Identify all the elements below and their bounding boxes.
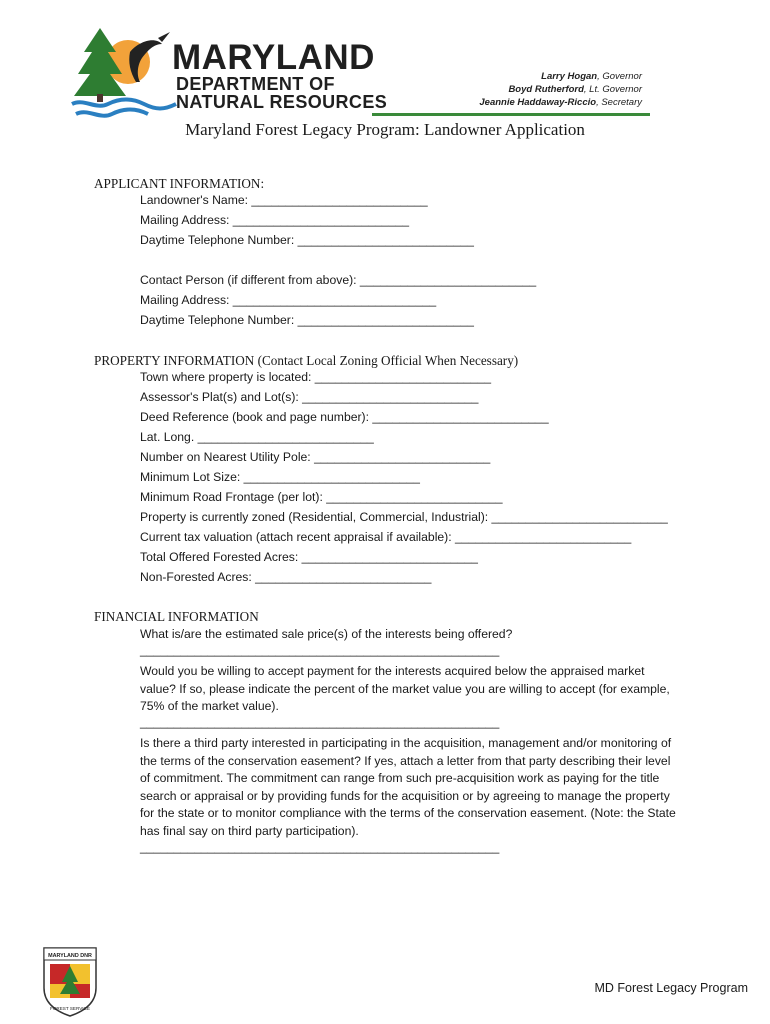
field-tax-valuation: Current tax valuation (attach recent appraisal if available): __________________________ <box>140 530 632 544</box>
document-title: Maryland Forest Legacy Program: Landowner Application <box>185 120 585 139</box>
question-sale-price: What is/are the estimated sale price(s) of the interests being offered? <box>140 627 513 641</box>
official-lt-governor: Boyd Rutherford, Lt. Governor <box>508 84 642 95</box>
field-forested-acres: Total Offered Forested Acres: __________________________ <box>140 550 478 564</box>
field-non-forested-acres: Non-Forested Acres: __________________________ <box>140 570 432 584</box>
field-town: Town where property is located: __________________________ <box>140 370 492 384</box>
official-governor: Larry Hogan, Governor <box>541 71 642 82</box>
answer-line-below-market: _____________________________________________________ <box>140 715 500 729</box>
question-third-party: Is there a third party interested in participating in the acquisition, management and/or monitoring of the terms of the conservation easement? If yes, attach a letter from that party describing their level of commitment. The commitment can range from such pre-acquisition work as paying for the title search or appraisal or by providing funds for the acquisition or by agreeing to manage the property for the state or to monitor compliance with the terms of the conservation easement. (Note: the State has final say on third party participation). <box>140 736 676 838</box>
header-rule <box>372 113 650 116</box>
seal-bottom-text: FOREST SERVICE <box>50 1006 90 1011</box>
field-daytime-phone: Daytime Telephone Number: __________________________ <box>140 233 474 247</box>
forest-service-seal-icon <box>40 944 100 1018</box>
field-lat-long: Lat. Long. __________________________ <box>140 430 374 444</box>
field-assessors-plat: Assessor's Plat(s) and Lot(s): __________________________ <box>140 390 479 404</box>
field-contact-person: Contact Person (if different from above): __________________________ <box>140 273 537 287</box>
answer-line-sale-price: _____________________________________________________ <box>140 643 500 657</box>
field-zoning: Property is currently zoned (Residential, Commercial, Industrial): __________________________ <box>140 510 668 524</box>
section-heading-financial: FINANCIAL INFORMATION <box>94 609 259 624</box>
field-landowner-name: Landowner's Name: __________________________ <box>140 193 428 207</box>
footer-program-name: MD Forest Legacy Program <box>594 981 748 995</box>
field-deed-reference: Deed Reference (book and page number): __________________________ <box>140 410 549 424</box>
seal-top-text: MARYLAND DNR <box>48 953 92 959</box>
section-heading-applicant: APPLICANT INFORMATION: <box>94 176 265 191</box>
section-heading-property: PROPERTY INFORMATION (Contact Local Zoning Official When Necessary) <box>94 353 519 368</box>
field-utility-pole: Number on Nearest Utility Pole: __________________________ <box>140 450 491 464</box>
field-mailing-address: Mailing Address: __________________________ <box>140 213 410 227</box>
field-contact-daytime-phone: Daytime Telephone Number: __________________________ <box>140 313 474 327</box>
official-secretary: Jeannie Haddaway-Riccio, Secretary <box>479 97 642 108</box>
wordmark-maryland: MARYLAND <box>172 38 375 77</box>
field-contact-mailing-address: Mailing Address: ______________________________ <box>140 293 437 307</box>
dnr-logo-icon <box>70 22 180 122</box>
answer-line-third-party: _____________________________________________________ <box>140 840 500 854</box>
field-minimum-lot-size: Minimum Lot Size: __________________________ <box>140 470 420 484</box>
wordmark-department: DEPARTMENT OF <box>176 74 335 94</box>
wordmark-natural-resources: NATURAL RESOURCES <box>176 92 388 112</box>
field-road-frontage: Minimum Road Frontage (per lot): __________________________ <box>140 490 503 504</box>
question-below-market: Would you be willing to accept payment for the interests acquired below the appraised market value? If so, please indicate the percent of the market value you are willing to accept (for example, 75% of the market value). <box>140 664 670 713</box>
